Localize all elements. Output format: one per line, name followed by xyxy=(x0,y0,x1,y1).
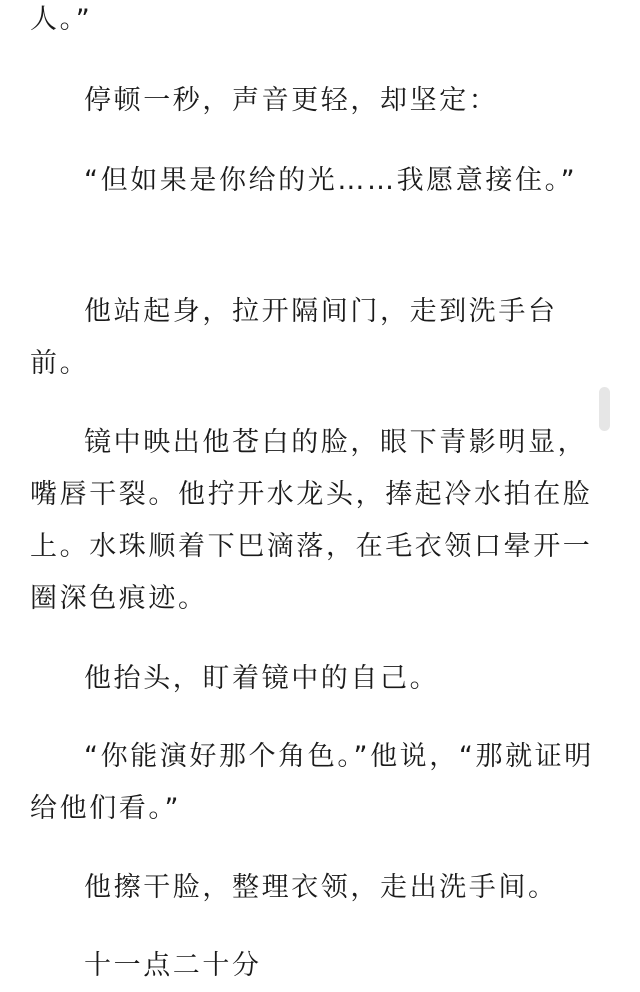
paragraph-continuation: 人。” xyxy=(30,4,93,35)
paragraph: “你能演好那个角色。”他说，“那就证明给他们看。” xyxy=(30,741,594,824)
paragraph: 他擦干脸，整理衣领，走出洗手间。 xyxy=(84,872,558,903)
paragraph: 他抬头，盯着镜中的自己。 xyxy=(84,663,440,694)
paragraph: 停顿一秒，声音更轻，却坚定： xyxy=(84,85,499,116)
scrollbar-thumb[interactable] xyxy=(599,387,610,431)
paragraph: “但如果是你给的光……我愿意接住。” xyxy=(84,165,578,196)
paragraph: 镜中映出他苍白的脸，眼下青影明显，嘴唇干裂。他拧开水龙头，捧起冷水拍在脸上。水珠顺着下巴滴落，在毛衣领口晕开一圈深色痕迹。 xyxy=(30,427,593,614)
paragraph-cut-off: 十一点二十分 xyxy=(84,950,262,981)
paragraph: 他站起身，拉开隔间门，走到洗手台前。 xyxy=(30,296,558,379)
